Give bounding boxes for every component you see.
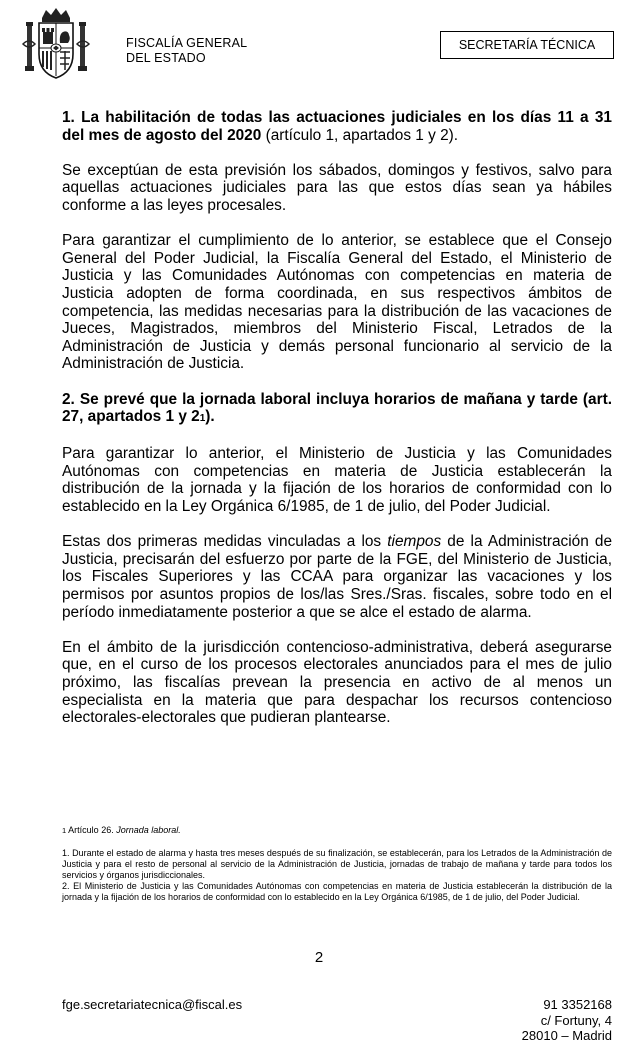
- paragraph-effort-part2: de la Administración de Justicia, precisarán del esfuerzo por parte de la FGE, del Ministerio de Justicia, los Fiscales Superiores y las CCAA para organizar las vacaciones y los permisos por asuntos propios de los/las Sres./Sras. fiscales, sobre todo en el período inmediatamente posterior a que se alce el estado de alarma.: [62, 533, 613, 621]
- coat-of-arms-of-spain-icon: [20, 6, 92, 82]
- footer-city: 28010 – Madrid: [521, 1028, 612, 1043]
- paragraph-working-hours: Para garantizar lo anterior, el Ministerio de Justicia y las Comunidades Autónomas con competencias en materia de Justicia establecerán la distribución de la jornada y la fijación de los horarios de conformidad con lo establecido en la Ley Orgánica 6/1985, de 1 de julio, del Poder Judicial.: [62, 445, 612, 516]
- footnote-number: 1: [62, 826, 67, 835]
- page-number: 2: [314, 949, 324, 966]
- paragraph-exceptions: Se exceptúan de esta previsión los sábados, domingos y festivos, salvo para aquellas actuaciones judiciales para las que estos días sean ya hábiles conforme a las leyes procesales.: [62, 161, 612, 214]
- footnote-item-2: 2. El Ministerio de Justicia y las Comunidades Autónomas con competencias en materia de Justicia establecerán la distribución de la jornada y la fijación de los horarios de conformidad con lo establecido en la Ley Orgánica 6/1985, de 1 de julio, del Poder Judicial.: [62, 881, 612, 902]
- heading-measure-1-bold: 1. La habilitación de todas las actuaciones judiciales en los días 11 a 31 del mes de agosto del 2020: [62, 109, 612, 144]
- issuer-name-line2: DEL ESTADO: [126, 51, 206, 65]
- footnote-reference: 1: [199, 413, 206, 425]
- footnotes: [62, 825, 612, 903]
- department-label: SECRETARÍA TÉCNICA: [440, 31, 614, 59]
- footnote-article: Artículo 26.: [66, 825, 117, 835]
- footer-street: c/ Fortuny, 4: [540, 1012, 612, 1028]
- paragraph-electoral: En el ámbito de la jurisdicción contencioso-administrativa, deberá asegurarse que, en el curso de los procesos electorales anunciados para el mes de julio próximo, las fiscalías prevean la presencia en activo de al menos un especialista en la materia que para despachar los recursos contencioso electorales-electorales que pudieran plantearse.: [62, 638, 612, 727]
- footnote-heading: [62, 825, 612, 836]
- footnote-item-1: 1. Durante el estado de alarma y hasta tres meses después de su finalización, se establecerán, para los Letrados de la Administración de Justicia y para el resto de personal al servicio de la Administración de Justicia, jornadas de trabajo de mañana y tarde para todos los servicios y órganos jurisdiccionales.: [62, 848, 612, 880]
- paragraph-effort-part1: Estas dos primeras medidas vinculadas a los: [62, 533, 388, 551]
- footer-email: fge.secretariatecnica@fiscal.es: [62, 997, 243, 1012]
- document-body: [62, 109, 612, 744]
- heading-measure-2-end: ).: [205, 408, 215, 426]
- footnote-article-title: Jornada laboral.: [116, 825, 181, 835]
- footer-phone: 91 3352168: [543, 997, 612, 1012]
- heading-measure-1-ref: (artículo 1, apartados 1 y 2).: [261, 126, 459, 144]
- heading-measure-2: [62, 391, 612, 428]
- issuer-name: [126, 36, 247, 66]
- heading-measure-1: [62, 109, 612, 144]
- paragraph-effort-italic: tiempos: [387, 533, 442, 551]
- heading-measure-2-bold: 2. Se prevé que la jornada laboral incluya horarios de mañana y tarde (art. 27, apartados 1 y 2: [62, 390, 612, 426]
- paragraph-effort: [62, 533, 612, 621]
- issuer-name-line1: FISCALÍA GENERAL: [126, 36, 248, 50]
- footer-contact: [522, 997, 612, 1044]
- paragraph-coordination: Para garantizar el cumplimiento de lo anterior, se establece que el Consejo General del Poder Judicial, la Fiscalía General del Estado, el Ministerio de Justicia y las Comunidades Autónomas con competencias en materia de Justicia adopten de forma coordinada, en sus respectivos ámbitos de competencia, las medidas necesarias para la distribución de las vacaciones de Jueces, Magistrados, miembros del Ministerio Fiscal, Letrados de la Administración de Justicia y demás personal funcionario al servicio de la Administración de Justicia.: [62, 232, 612, 373]
